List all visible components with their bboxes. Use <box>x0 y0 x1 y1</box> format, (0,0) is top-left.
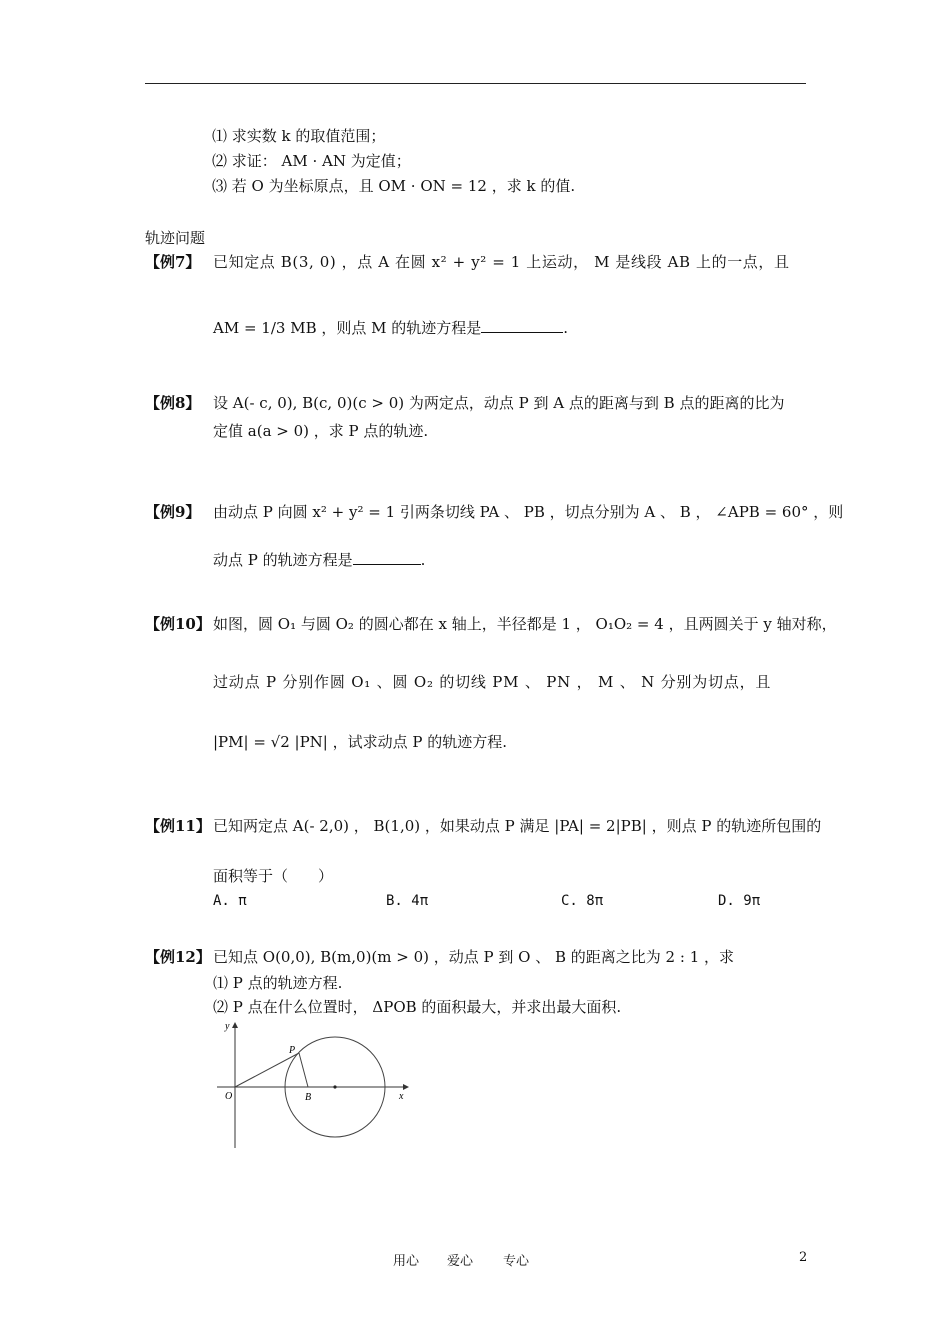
ex12-item-2: ⑵ P 点在什么位置时， ΔPOB 的面积最大，并求出最大面积. <box>213 998 622 1016</box>
ex7-line-2-text: AM = 1/3 MB ，则点 M 的轨迹方程是 <box>213 319 482 337</box>
segment-op <box>235 1053 299 1087</box>
circle-center-dot <box>333 1085 336 1088</box>
ex12-tag: 【例12】 <box>145 948 211 966</box>
ex11-option-b: B. 4π <box>386 893 429 909</box>
label-x: x <box>399 1091 404 1102</box>
ex10-tag: 【例10】 <box>145 615 211 633</box>
ex12-line-1: 已知点 O(0,0), B(m,0)(m > 0) ，动点 P 到 O 、 B 的距离之比为 2 : 1 ，求 <box>213 948 735 966</box>
coordinate-figure <box>205 1015 420 1155</box>
ex11-option-a: A. π <box>213 893 247 909</box>
ex10-line-1: 如图，圆 O₁ 与圆 O₂ 的圆心都在 x 轴上，半径都是 1 ， O₁O₂ = 4 ，且两圆关于 y 轴对称， <box>213 615 837 633</box>
ex7-tag: 【例7】 <box>145 253 201 271</box>
ex12-item-1: ⑴ P 点的轨迹方程. <box>213 974 343 992</box>
ex9-answer-blank <box>353 550 421 565</box>
ex8-tag: 【例8】 <box>145 394 201 412</box>
label-p: P <box>289 1045 296 1056</box>
ex7-line-2 <box>213 318 568 338</box>
section-title: 轨迹问题 <box>145 229 206 247</box>
ex9-tag: 【例9】 <box>145 503 201 521</box>
ex7-line-1: 已知定点 B(3, 0) ，点 A 在圆 x² + y² = 1 上运动， M 是线段 AB 上的一点，且 <box>213 253 790 271</box>
footer-word-1: 用心 <box>393 1254 420 1269</box>
ex11-line-1: 已知两定点 A(- 2,0) ， B(1,0) ，如果动点 P 满足 |PA| = 2|PB| ，则点 P 的轨迹所包围的 <box>213 817 822 835</box>
footer-word-3: 专心 <box>503 1254 530 1269</box>
q6-item-3: ⑶ 若 O 为坐标原点，且 OM · ON = 12 ，求 k 的值. <box>212 177 576 195</box>
segment-pb <box>299 1053 308 1087</box>
ex11-line-2: 面积等于（ ） <box>213 867 334 885</box>
ex9-line-2 <box>213 550 425 570</box>
ex7-line-2-end: . <box>563 319 569 337</box>
ex8-line-1: 设 A(- c, 0), B(c, 0)(c > 0) 为两定点，动点 P 到 A 点的距离与到 B 点的距离的比为 <box>213 394 785 412</box>
q6-item-2: ⑵ 求证： AM · AN 为定值； <box>212 152 411 170</box>
ex9-line-1: 由动点 P 向圆 x² + y² = 1 引两条切线 PA 、 PB ，切点分别为 A 、 B ， ∠APB = 60° ，则 <box>213 503 844 521</box>
q6-item-1: ⑴ 求实数 k 的取值范围； <box>212 127 386 145</box>
ex9-line-2-text: 动点 P 的轨迹方程是 <box>213 551 353 569</box>
ex7-answer-blank <box>481 318 563 333</box>
footer-word-2: 爱心 <box>447 1254 474 1269</box>
ex8-line-2: 定值 a(a > 0) ，求 P 点的轨迹. <box>213 422 429 440</box>
header-rule <box>145 83 806 84</box>
ex10-line-3: |PM| = √2 |PN| ，试求动点 P 的轨迹方程. <box>213 733 508 751</box>
ex11-option-d: D. 9π <box>718 893 761 909</box>
ex11-tag: 【例11】 <box>145 817 211 835</box>
ex9-line-2-end: . <box>420 551 426 569</box>
page-number: 2 <box>799 1250 808 1265</box>
label-o: O <box>225 1091 233 1102</box>
label-b: B <box>305 1092 312 1103</box>
label-y: y <box>225 1021 230 1032</box>
ex11-option-c: C. 8π <box>561 893 604 909</box>
ex10-line-2: 过动点 P 分别作圆 O₁ 、圆 O₂ 的切线 PM 、 PN ， M 、 N 分别为切点，且 <box>213 673 772 691</box>
